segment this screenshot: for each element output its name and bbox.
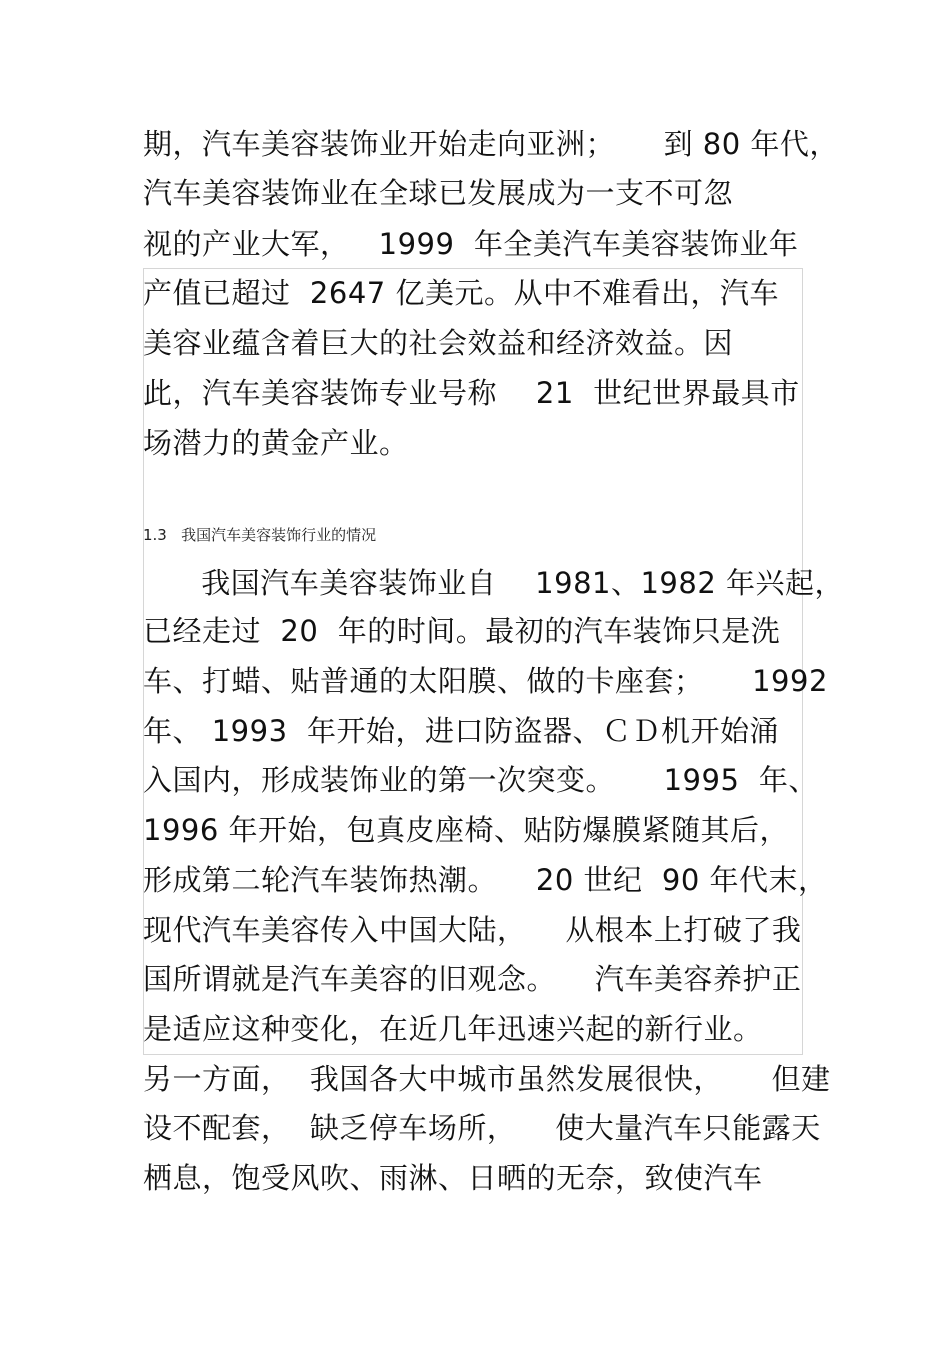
paragraph-2-line-2: 已经走过 20 年的时间。最初的汽车装饰只是洗	[143, 614, 781, 648]
paragraph-2-line-13: 栖息，饱受风吹、雨淋、日晒的无奈，致使汽车	[143, 1161, 763, 1195]
paragraph-2-line-11: 另一方面， 我国各大中城市虽然发展很快， 但建	[143, 1062, 831, 1096]
paragraph-1-line-2: 汽车美容装饰业在全球已发展成为一支不可忽	[143, 176, 734, 210]
paragraph-1-line-7: 场潜力的黄金产业。	[143, 426, 409, 460]
paragraph-2-line-10: 是适应这种变化，在近几年迅速兴起的新行业。	[143, 1012, 763, 1046]
paragraph-2-line-8: 现代汽车美容传入中国大陆， 从根本上打破了我	[143, 913, 802, 947]
paragraph-2-line-1: 我国汽车美容装饰业自 1981、1982 年兴起，	[143, 566, 845, 600]
paragraph-2-line-5: 入国内，形成装饰业的第一次突变。 1995 年、	[143, 763, 818, 797]
paragraph-2-line-4: 年、 1993 年开始，进口防盗器、ＣＤ机开始涌	[143, 714, 779, 748]
paragraph-1-line-5: 美容业蕴含着巨大的社会效益和经济效益。因	[143, 326, 734, 360]
section-heading: 1.3 我国汽车美容装饰行业的情况	[143, 526, 377, 544]
paragraph-2-line-12: 设不配套， 缺乏停车场所， 使大量汽车只能露天	[143, 1111, 821, 1145]
paragraph-1-line-6: 此，汽车美容装饰专业号称 21 世纪世界最具市	[143, 376, 800, 410]
paragraph-2-line-6: 1996 年开始，包真皮座椅、贴防爆膜紧随其后，	[143, 813, 790, 847]
paragraph-2-line-3: 车、打蜡、贴普通的太阳膜、做的卡座套； 1992	[143, 664, 828, 698]
paragraph-1-line-3: 视的产业大军， 1999 年全美汽车美容装饰业年	[143, 227, 799, 261]
paragraph-1-line-1: 期，汽车美容装饰业开始走向亚洲； 到 80 年代，	[143, 127, 839, 161]
paragraph-1-line-4: 产值已超过 2647 亿美元。从中不难看出，汽车	[143, 276, 779, 310]
paragraph-2-line-7: 形成第二轮汽车装饰热潮。 20 世纪 90 年代末，	[143, 863, 828, 897]
paragraph-2-line-9: 国所谓就是汽车美容的旧观念。 汽车美容养护正	[143, 962, 802, 996]
